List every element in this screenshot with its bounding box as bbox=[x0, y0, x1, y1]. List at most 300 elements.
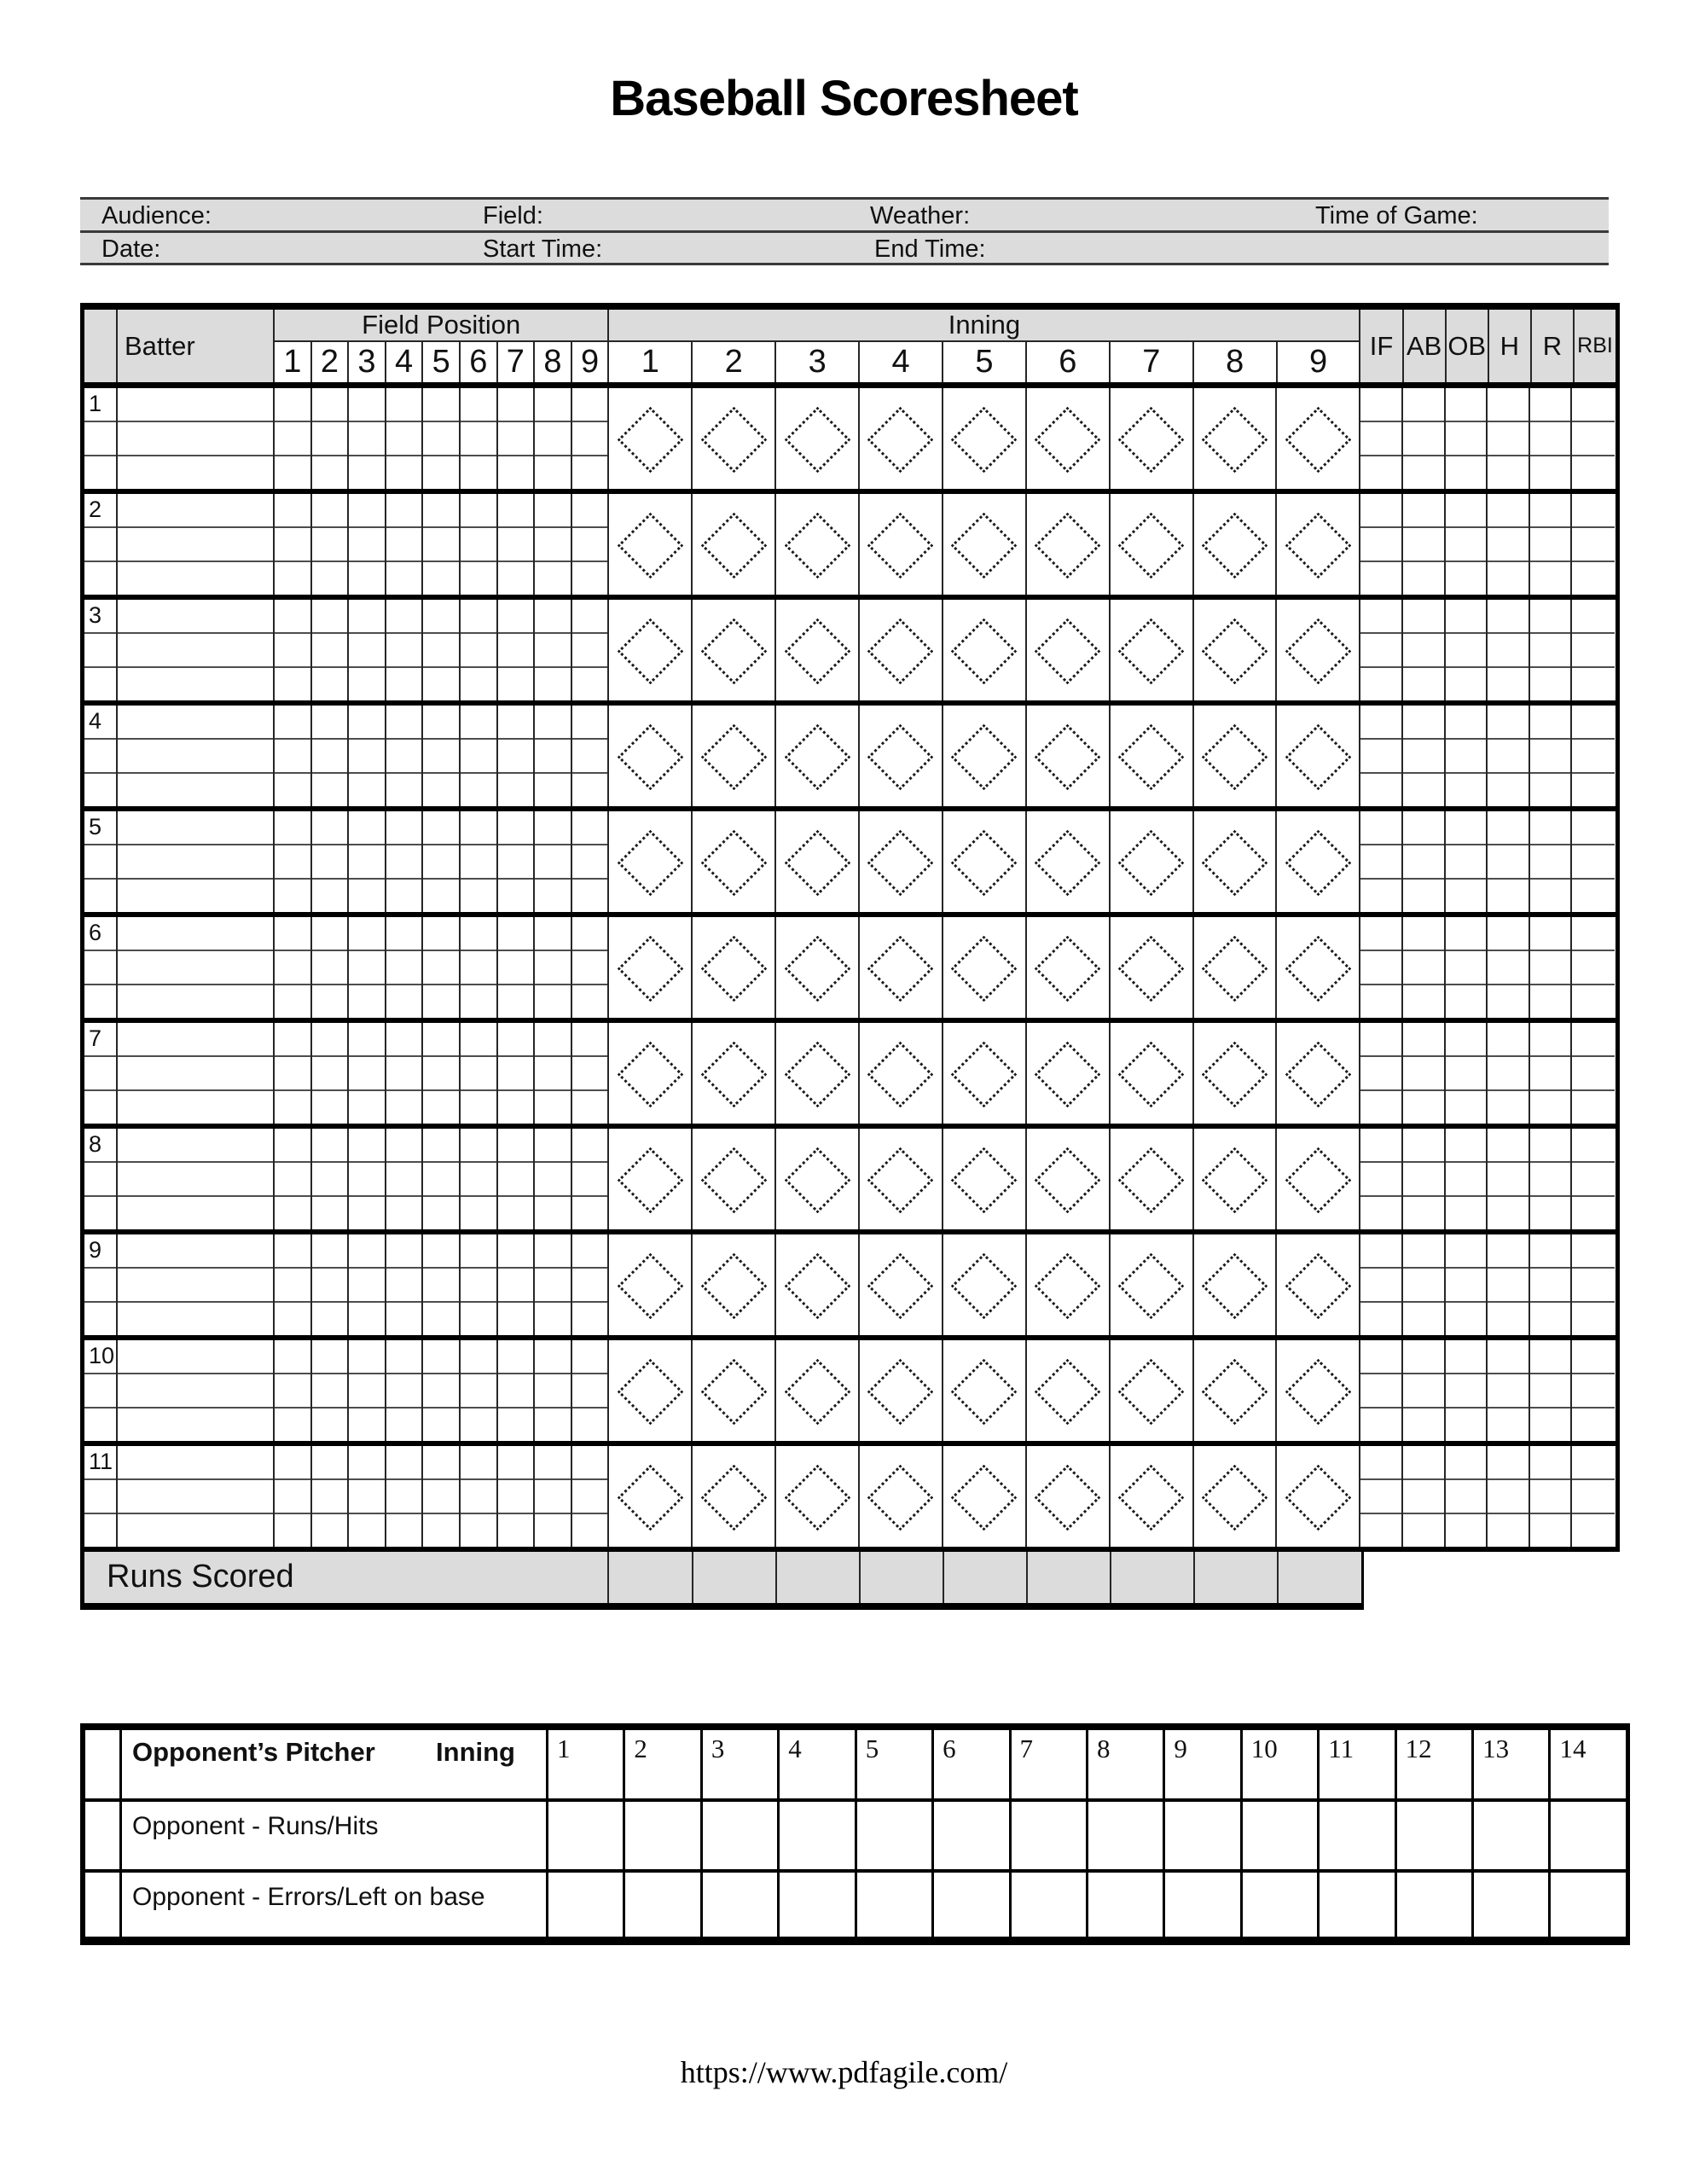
field-position-cell[interactable] bbox=[275, 1234, 312, 1335]
opponent-runs-hits-cell[interactable] bbox=[934, 1802, 1011, 1869]
field-position-cell[interactable] bbox=[572, 494, 610, 595]
stat-cell[interactable] bbox=[1572, 494, 1615, 595]
inning-scoring-cell[interactable] bbox=[860, 600, 943, 700]
field-position-cell[interactable] bbox=[572, 811, 610, 912]
runs-scored-cell[interactable] bbox=[861, 1552, 944, 1603]
inning-scoring-cell[interactable] bbox=[609, 1234, 693, 1335]
inning-scoring-cell[interactable] bbox=[860, 494, 943, 595]
field-position-cell[interactable] bbox=[386, 494, 424, 595]
stat-cell[interactable] bbox=[1360, 600, 1403, 700]
field-position-cell[interactable] bbox=[423, 706, 461, 806]
field-position-cell[interactable] bbox=[312, 494, 350, 595]
opponent-inning-cell[interactable] bbox=[1397, 1730, 1474, 1798]
field-position-cell[interactable] bbox=[275, 917, 312, 1018]
field-position-cell[interactable] bbox=[275, 600, 312, 700]
stat-cell[interactable] bbox=[1446, 1340, 1488, 1441]
opponent-runs-hits-cell[interactable] bbox=[548, 1802, 625, 1869]
field-position-cell[interactable] bbox=[498, 1023, 536, 1124]
stat-cell[interactable] bbox=[1572, 1023, 1615, 1124]
field-position-cell[interactable] bbox=[312, 388, 350, 489]
field-position-cell[interactable] bbox=[423, 917, 461, 1018]
opponent-errors-lob-cell[interactable] bbox=[703, 1873, 780, 1937]
opponent-runs-hits-cell[interactable] bbox=[780, 1802, 856, 1869]
inning-scoring-cell[interactable] bbox=[860, 1234, 943, 1335]
batter-name-cell[interactable] bbox=[118, 600, 275, 700]
field-position-cell[interactable] bbox=[498, 917, 536, 1018]
field-position-cell[interactable] bbox=[461, 1446, 498, 1547]
batter-name-cell[interactable] bbox=[118, 1340, 275, 1441]
opponent-errors-lob-cell[interactable] bbox=[780, 1873, 856, 1937]
stat-cell[interactable] bbox=[1488, 706, 1530, 806]
field-position-cell[interactable] bbox=[275, 388, 312, 489]
opponent-runs-hits-cell[interactable] bbox=[857, 1802, 934, 1869]
field-position-cell[interactable] bbox=[423, 1234, 461, 1335]
inning-scoring-cell[interactable] bbox=[860, 706, 943, 806]
inning-scoring-cell[interactable] bbox=[1027, 1023, 1111, 1124]
stat-cell[interactable] bbox=[1446, 388, 1488, 489]
field-position-cell[interactable] bbox=[535, 600, 572, 700]
field-position-cell[interactable] bbox=[349, 1234, 386, 1335]
inning-scoring-cell[interactable] bbox=[1111, 1234, 1194, 1335]
inning-scoring-cell[interactable] bbox=[609, 600, 693, 700]
opponent-inning-cell[interactable] bbox=[625, 1730, 702, 1798]
stat-cell[interactable] bbox=[1360, 1234, 1403, 1335]
inning-scoring-cell[interactable] bbox=[609, 1340, 693, 1441]
batter-name-cell[interactable] bbox=[118, 388, 275, 489]
stat-cell[interactable] bbox=[1446, 811, 1488, 912]
inning-scoring-cell[interactable] bbox=[1277, 706, 1360, 806]
opponent-runs-hits-cell[interactable] bbox=[1012, 1802, 1088, 1869]
stat-cell[interactable] bbox=[1530, 388, 1573, 489]
field-position-cell[interactable] bbox=[386, 1446, 424, 1547]
field-position-cell[interactable] bbox=[312, 1340, 350, 1441]
inning-scoring-cell[interactable] bbox=[943, 388, 1027, 489]
batter-name-cell[interactable] bbox=[118, 1023, 275, 1124]
field-position-cell[interactable] bbox=[386, 1129, 424, 1229]
field-position-cell[interactable] bbox=[535, 1129, 572, 1229]
inning-scoring-cell[interactable] bbox=[1027, 1234, 1111, 1335]
inning-scoring-cell[interactable] bbox=[776, 706, 860, 806]
field-position-cell[interactable] bbox=[572, 1023, 610, 1124]
opponent-row-margin-cell[interactable] bbox=[85, 1802, 122, 1869]
stat-cell[interactable] bbox=[1488, 917, 1530, 1018]
batter-name-cell[interactable] bbox=[118, 1446, 275, 1547]
field-position-cell[interactable] bbox=[312, 917, 350, 1018]
inning-scoring-cell[interactable] bbox=[1194, 1023, 1278, 1124]
field-position-cell[interactable] bbox=[572, 706, 610, 806]
runs-scored-cell[interactable] bbox=[609, 1552, 693, 1603]
stat-cell[interactable] bbox=[1360, 494, 1403, 595]
inning-scoring-cell[interactable] bbox=[776, 494, 860, 595]
stat-cell[interactable] bbox=[1488, 811, 1530, 912]
field-position-cell[interactable] bbox=[572, 1234, 610, 1335]
opponent-inning-cell[interactable] bbox=[1012, 1730, 1088, 1798]
stat-cell[interactable] bbox=[1360, 706, 1403, 806]
field-position-cell[interactable] bbox=[461, 1340, 498, 1441]
field-position-cell[interactable] bbox=[349, 917, 386, 1018]
opponent-inning-cell[interactable] bbox=[548, 1730, 625, 1798]
field-position-cell[interactable] bbox=[461, 388, 498, 489]
stat-cell[interactable] bbox=[1403, 600, 1446, 700]
opponent-inning-cell[interactable] bbox=[857, 1730, 934, 1798]
field-position-cell[interactable] bbox=[461, 811, 498, 912]
field-position-cell[interactable] bbox=[349, 1023, 386, 1124]
inning-scoring-cell[interactable] bbox=[1277, 600, 1360, 700]
inning-scoring-cell[interactable] bbox=[1277, 1340, 1360, 1441]
opponent-errors-lob-cell[interactable] bbox=[1088, 1873, 1165, 1937]
stat-cell[interactable] bbox=[1572, 811, 1615, 912]
field-position-cell[interactable] bbox=[461, 917, 498, 1018]
field-position-cell[interactable] bbox=[423, 811, 461, 912]
opponent-inning-cell[interactable] bbox=[703, 1730, 780, 1798]
field-position-cell[interactable] bbox=[312, 1446, 350, 1547]
inning-scoring-cell[interactable] bbox=[1027, 706, 1111, 806]
field-position-cell[interactable] bbox=[349, 1340, 386, 1441]
field-position-cell[interactable] bbox=[461, 706, 498, 806]
footer-url[interactable]: https://www.pdfagile.com/ bbox=[680, 2055, 1008, 2089]
opponent-runs-hits-cell[interactable] bbox=[703, 1802, 780, 1869]
stat-cell[interactable] bbox=[1488, 1340, 1530, 1441]
stat-cell[interactable] bbox=[1403, 1023, 1446, 1124]
inning-scoring-cell[interactable] bbox=[1277, 1129, 1360, 1229]
inning-scoring-cell[interactable] bbox=[693, 706, 776, 806]
opponent-inning-cell[interactable] bbox=[934, 1730, 1011, 1798]
field-position-cell[interactable] bbox=[312, 811, 350, 912]
field-position-cell[interactable] bbox=[498, 1446, 536, 1547]
inning-scoring-cell[interactable] bbox=[1277, 1234, 1360, 1335]
runs-scored-cell[interactable] bbox=[1028, 1552, 1111, 1603]
inning-scoring-cell[interactable] bbox=[860, 1023, 943, 1124]
inning-scoring-cell[interactable] bbox=[776, 1446, 860, 1547]
stat-cell[interactable] bbox=[1403, 917, 1446, 1018]
stat-cell[interactable] bbox=[1572, 1234, 1615, 1335]
stat-cell[interactable] bbox=[1446, 1023, 1488, 1124]
stat-cell[interactable] bbox=[1446, 600, 1488, 700]
field-position-cell[interactable] bbox=[312, 1129, 350, 1229]
field-position-cell[interactable] bbox=[535, 706, 572, 806]
stat-cell[interactable] bbox=[1488, 494, 1530, 595]
field-position-cell[interactable] bbox=[349, 388, 386, 489]
inning-scoring-cell[interactable] bbox=[776, 1129, 860, 1229]
opponent-runs-hits-cell[interactable] bbox=[1165, 1802, 1242, 1869]
stat-cell[interactable] bbox=[1446, 1129, 1488, 1229]
inning-scoring-cell[interactable] bbox=[693, 1129, 776, 1229]
stat-cell[interactable] bbox=[1572, 706, 1615, 806]
stat-cell[interactable] bbox=[1403, 1446, 1446, 1547]
inning-scoring-cell[interactable] bbox=[693, 1234, 776, 1335]
stat-cell[interactable] bbox=[1530, 1340, 1573, 1441]
stat-cell[interactable] bbox=[1488, 1129, 1530, 1229]
field-position-cell[interactable] bbox=[498, 1234, 536, 1335]
inning-scoring-cell[interactable] bbox=[609, 388, 693, 489]
inning-scoring-cell[interactable] bbox=[1027, 600, 1111, 700]
inning-scoring-cell[interactable] bbox=[943, 706, 1027, 806]
field-position-cell[interactable] bbox=[312, 1234, 350, 1335]
field-position-cell[interactable] bbox=[572, 1340, 610, 1441]
field-position-cell[interactable] bbox=[349, 1446, 386, 1547]
stat-cell[interactable] bbox=[1403, 1129, 1446, 1229]
field-position-cell[interactable] bbox=[535, 1340, 572, 1441]
field-position-cell[interactable] bbox=[275, 1340, 312, 1441]
inning-scoring-cell[interactable] bbox=[1111, 917, 1194, 1018]
runs-scored-cell[interactable] bbox=[777, 1552, 861, 1603]
inning-scoring-cell[interactable] bbox=[943, 1129, 1027, 1229]
field-position-cell[interactable] bbox=[461, 494, 498, 595]
inning-scoring-cell[interactable] bbox=[1111, 1129, 1194, 1229]
batter-name-cell[interactable] bbox=[118, 811, 275, 912]
field-position-cell[interactable] bbox=[461, 1129, 498, 1229]
field-position-cell[interactable] bbox=[349, 706, 386, 806]
field-position-cell[interactable] bbox=[386, 1340, 424, 1441]
field-position-cell[interactable] bbox=[572, 1446, 610, 1547]
field-position-cell[interactable] bbox=[386, 388, 424, 489]
field-position-cell[interactable] bbox=[572, 917, 610, 1018]
opponent-errors-lob-cell[interactable] bbox=[1397, 1873, 1474, 1937]
field-position-cell[interactable] bbox=[349, 1129, 386, 1229]
inning-scoring-cell[interactable] bbox=[1277, 1023, 1360, 1124]
inning-scoring-cell[interactable] bbox=[1027, 494, 1111, 595]
field-position-cell[interactable] bbox=[423, 1129, 461, 1229]
field-position-cell[interactable] bbox=[275, 706, 312, 806]
inning-scoring-cell[interactable] bbox=[943, 494, 1027, 595]
field-position-cell[interactable] bbox=[498, 1129, 536, 1229]
field-position-cell[interactable] bbox=[275, 1129, 312, 1229]
field-position-cell[interactable] bbox=[535, 1446, 572, 1547]
field-position-cell[interactable] bbox=[498, 600, 536, 700]
inning-scoring-cell[interactable] bbox=[1194, 1446, 1278, 1547]
stat-cell[interactable] bbox=[1572, 1129, 1615, 1229]
inning-scoring-cell[interactable] bbox=[860, 388, 943, 489]
stat-cell[interactable] bbox=[1488, 1234, 1530, 1335]
stat-cell[interactable] bbox=[1530, 600, 1573, 700]
inning-scoring-cell[interactable] bbox=[776, 388, 860, 489]
inning-scoring-cell[interactable] bbox=[609, 811, 693, 912]
inning-scoring-cell[interactable] bbox=[776, 917, 860, 1018]
field-position-cell[interactable] bbox=[572, 388, 610, 489]
field-position-cell[interactable] bbox=[349, 600, 386, 700]
field-position-cell[interactable] bbox=[498, 706, 536, 806]
stat-cell[interactable] bbox=[1446, 1446, 1488, 1547]
batter-name-cell[interactable] bbox=[118, 494, 275, 595]
inning-scoring-cell[interactable] bbox=[1111, 1023, 1194, 1124]
inning-scoring-cell[interactable] bbox=[1194, 600, 1278, 700]
opponent-errors-lob-cell[interactable] bbox=[1474, 1873, 1551, 1937]
opponent-inning-cell[interactable] bbox=[1551, 1730, 1625, 1798]
stat-cell[interactable] bbox=[1360, 1023, 1403, 1124]
field-position-cell[interactable] bbox=[423, 388, 461, 489]
field-position-cell[interactable] bbox=[386, 600, 424, 700]
opponent-inning-cell[interactable] bbox=[1474, 1730, 1551, 1798]
inning-scoring-cell[interactable] bbox=[776, 811, 860, 912]
inning-scoring-cell[interactable] bbox=[860, 1129, 943, 1229]
inning-scoring-cell[interactable] bbox=[693, 1446, 776, 1547]
opponent-runs-hits-cell[interactable] bbox=[625, 1802, 702, 1869]
field-position-cell[interactable] bbox=[535, 1023, 572, 1124]
inning-scoring-cell[interactable] bbox=[1111, 1446, 1194, 1547]
inning-scoring-cell[interactable] bbox=[693, 1340, 776, 1441]
inning-scoring-cell[interactable] bbox=[609, 917, 693, 1018]
field-position-cell[interactable] bbox=[535, 1234, 572, 1335]
opponent-inning-cell[interactable] bbox=[1165, 1730, 1242, 1798]
inning-scoring-cell[interactable] bbox=[1027, 388, 1111, 489]
stat-cell[interactable] bbox=[1530, 917, 1573, 1018]
stat-cell[interactable] bbox=[1488, 1023, 1530, 1124]
opponent-runs-hits-cell[interactable] bbox=[1243, 1802, 1320, 1869]
opponent-runs-hits-cell[interactable] bbox=[1320, 1802, 1396, 1869]
inning-scoring-cell[interactable] bbox=[1194, 811, 1278, 912]
stat-cell[interactable] bbox=[1360, 811, 1403, 912]
inning-scoring-cell[interactable] bbox=[776, 1340, 860, 1441]
inning-scoring-cell[interactable] bbox=[693, 811, 776, 912]
inning-scoring-cell[interactable] bbox=[1194, 388, 1278, 489]
stat-cell[interactable] bbox=[1360, 917, 1403, 1018]
field-position-cell[interactable] bbox=[386, 706, 424, 806]
opponent-inning-cell[interactable] bbox=[1088, 1730, 1165, 1798]
inning-scoring-cell[interactable] bbox=[1111, 600, 1194, 700]
stat-cell[interactable] bbox=[1360, 388, 1403, 489]
field-position-cell[interactable] bbox=[461, 1023, 498, 1124]
opponent-inning-cell[interactable] bbox=[780, 1730, 856, 1798]
opponent-inning-cell[interactable] bbox=[1243, 1730, 1320, 1798]
stat-cell[interactable] bbox=[1572, 1446, 1615, 1547]
inning-scoring-cell[interactable] bbox=[860, 1446, 943, 1547]
inning-scoring-cell[interactable] bbox=[1194, 917, 1278, 1018]
stat-cell[interactable] bbox=[1530, 494, 1573, 595]
field-position-cell[interactable] bbox=[275, 811, 312, 912]
inning-scoring-cell[interactable] bbox=[943, 1446, 1027, 1547]
inning-scoring-cell[interactable] bbox=[609, 1129, 693, 1229]
inning-scoring-cell[interactable] bbox=[1111, 388, 1194, 489]
field-position-cell[interactable] bbox=[498, 1340, 536, 1441]
runs-scored-cell[interactable] bbox=[944, 1552, 1028, 1603]
runs-scored-cell[interactable] bbox=[1279, 1552, 1360, 1603]
stat-cell[interactable] bbox=[1403, 811, 1446, 912]
opponent-errors-lob-cell[interactable] bbox=[1012, 1873, 1088, 1937]
opponent-row-margin-cell[interactable] bbox=[85, 1730, 122, 1798]
batter-name-cell[interactable] bbox=[118, 1129, 275, 1229]
batter-name-cell[interactable] bbox=[118, 1234, 275, 1335]
field-position-cell[interactable] bbox=[461, 1234, 498, 1335]
field-position-cell[interactable] bbox=[312, 600, 350, 700]
opponent-errors-lob-cell[interactable] bbox=[1165, 1873, 1242, 1937]
stat-cell[interactable] bbox=[1530, 706, 1573, 806]
inning-scoring-cell[interactable] bbox=[1027, 811, 1111, 912]
stat-cell[interactable] bbox=[1572, 600, 1615, 700]
inning-scoring-cell[interactable] bbox=[776, 1234, 860, 1335]
field-position-cell[interactable] bbox=[423, 494, 461, 595]
stat-cell[interactable] bbox=[1403, 706, 1446, 806]
inning-scoring-cell[interactable] bbox=[1277, 388, 1360, 489]
inning-scoring-cell[interactable] bbox=[693, 917, 776, 1018]
inning-scoring-cell[interactable] bbox=[776, 600, 860, 700]
field-position-cell[interactable] bbox=[572, 1129, 610, 1229]
field-position-cell[interactable] bbox=[275, 1446, 312, 1547]
stat-cell[interactable] bbox=[1446, 1234, 1488, 1335]
inning-scoring-cell[interactable] bbox=[693, 600, 776, 700]
inning-scoring-cell[interactable] bbox=[943, 600, 1027, 700]
opponent-errors-lob-cell[interactable] bbox=[934, 1873, 1011, 1937]
field-position-cell[interactable] bbox=[275, 1023, 312, 1124]
inning-scoring-cell[interactable] bbox=[1277, 1446, 1360, 1547]
opponent-runs-hits-cell[interactable] bbox=[1088, 1802, 1165, 1869]
inning-scoring-cell[interactable] bbox=[609, 706, 693, 806]
inning-scoring-cell[interactable] bbox=[1111, 494, 1194, 595]
stat-cell[interactable] bbox=[1446, 917, 1488, 1018]
field-position-cell[interactable] bbox=[423, 1340, 461, 1441]
field-position-cell[interactable] bbox=[349, 494, 386, 595]
inning-scoring-cell[interactable] bbox=[776, 1023, 860, 1124]
stat-cell[interactable] bbox=[1488, 388, 1530, 489]
inning-scoring-cell[interactable] bbox=[609, 1023, 693, 1124]
stat-cell[interactable] bbox=[1403, 1234, 1446, 1335]
inning-scoring-cell[interactable] bbox=[860, 811, 943, 912]
opponent-errors-lob-cell[interactable] bbox=[1243, 1873, 1320, 1937]
stat-cell[interactable] bbox=[1530, 1446, 1573, 1547]
stat-cell[interactable] bbox=[1446, 494, 1488, 595]
opponent-row-margin-cell[interactable] bbox=[85, 1873, 122, 1937]
inning-scoring-cell[interactable] bbox=[943, 811, 1027, 912]
inning-scoring-cell[interactable] bbox=[1111, 706, 1194, 806]
inning-scoring-cell[interactable] bbox=[693, 388, 776, 489]
stat-cell[interactable] bbox=[1530, 1234, 1573, 1335]
field-position-cell[interactable] bbox=[498, 388, 536, 489]
opponent-runs-hits-cell[interactable] bbox=[1551, 1802, 1625, 1869]
inning-scoring-cell[interactable] bbox=[860, 1340, 943, 1441]
stat-cell[interactable] bbox=[1572, 1340, 1615, 1441]
stat-cell[interactable] bbox=[1360, 1129, 1403, 1229]
inning-scoring-cell[interactable] bbox=[1027, 1446, 1111, 1547]
opponent-runs-hits-cell[interactable] bbox=[1474, 1802, 1551, 1869]
inning-scoring-cell[interactable] bbox=[1111, 811, 1194, 912]
batter-name-cell[interactable] bbox=[118, 917, 275, 1018]
stat-cell[interactable] bbox=[1446, 706, 1488, 806]
stat-cell[interactable] bbox=[1403, 388, 1446, 489]
opponent-inning-cell[interactable] bbox=[1320, 1730, 1396, 1798]
stat-cell[interactable] bbox=[1572, 388, 1615, 489]
inning-scoring-cell[interactable] bbox=[1027, 1129, 1111, 1229]
stat-cell[interactable] bbox=[1488, 600, 1530, 700]
runs-scored-cell[interactable] bbox=[1195, 1552, 1279, 1603]
opponent-errors-lob-cell[interactable] bbox=[625, 1873, 702, 1937]
field-position-cell[interactable] bbox=[386, 1023, 424, 1124]
inning-scoring-cell[interactable] bbox=[693, 1023, 776, 1124]
field-position-cell[interactable] bbox=[535, 494, 572, 595]
inning-scoring-cell[interactable] bbox=[1194, 1129, 1278, 1229]
inning-scoring-cell[interactable] bbox=[943, 1023, 1027, 1124]
inning-scoring-cell[interactable] bbox=[1027, 917, 1111, 1018]
opponent-errors-lob-cell[interactable] bbox=[1551, 1873, 1625, 1937]
opponent-errors-lob-cell[interactable] bbox=[857, 1873, 934, 1937]
inning-scoring-cell[interactable] bbox=[1194, 1234, 1278, 1335]
inning-scoring-cell[interactable] bbox=[1194, 1340, 1278, 1441]
stat-cell[interactable] bbox=[1488, 1446, 1530, 1547]
inning-scoring-cell[interactable] bbox=[1194, 706, 1278, 806]
field-position-cell[interactable] bbox=[386, 917, 424, 1018]
inning-scoring-cell[interactable] bbox=[1111, 1340, 1194, 1441]
stat-cell[interactable] bbox=[1360, 1340, 1403, 1441]
inning-scoring-cell[interactable] bbox=[860, 917, 943, 1018]
field-position-cell[interactable] bbox=[535, 917, 572, 1018]
stat-cell[interactable] bbox=[1530, 811, 1573, 912]
field-position-cell[interactable] bbox=[423, 600, 461, 700]
field-position-cell[interactable] bbox=[535, 811, 572, 912]
inning-scoring-cell[interactable] bbox=[943, 1234, 1027, 1335]
field-position-cell[interactable] bbox=[386, 1234, 424, 1335]
inning-scoring-cell[interactable] bbox=[943, 1340, 1027, 1441]
field-position-cell[interactable] bbox=[312, 1023, 350, 1124]
stat-cell[interactable] bbox=[1572, 917, 1615, 1018]
field-position-cell[interactable] bbox=[275, 494, 312, 595]
